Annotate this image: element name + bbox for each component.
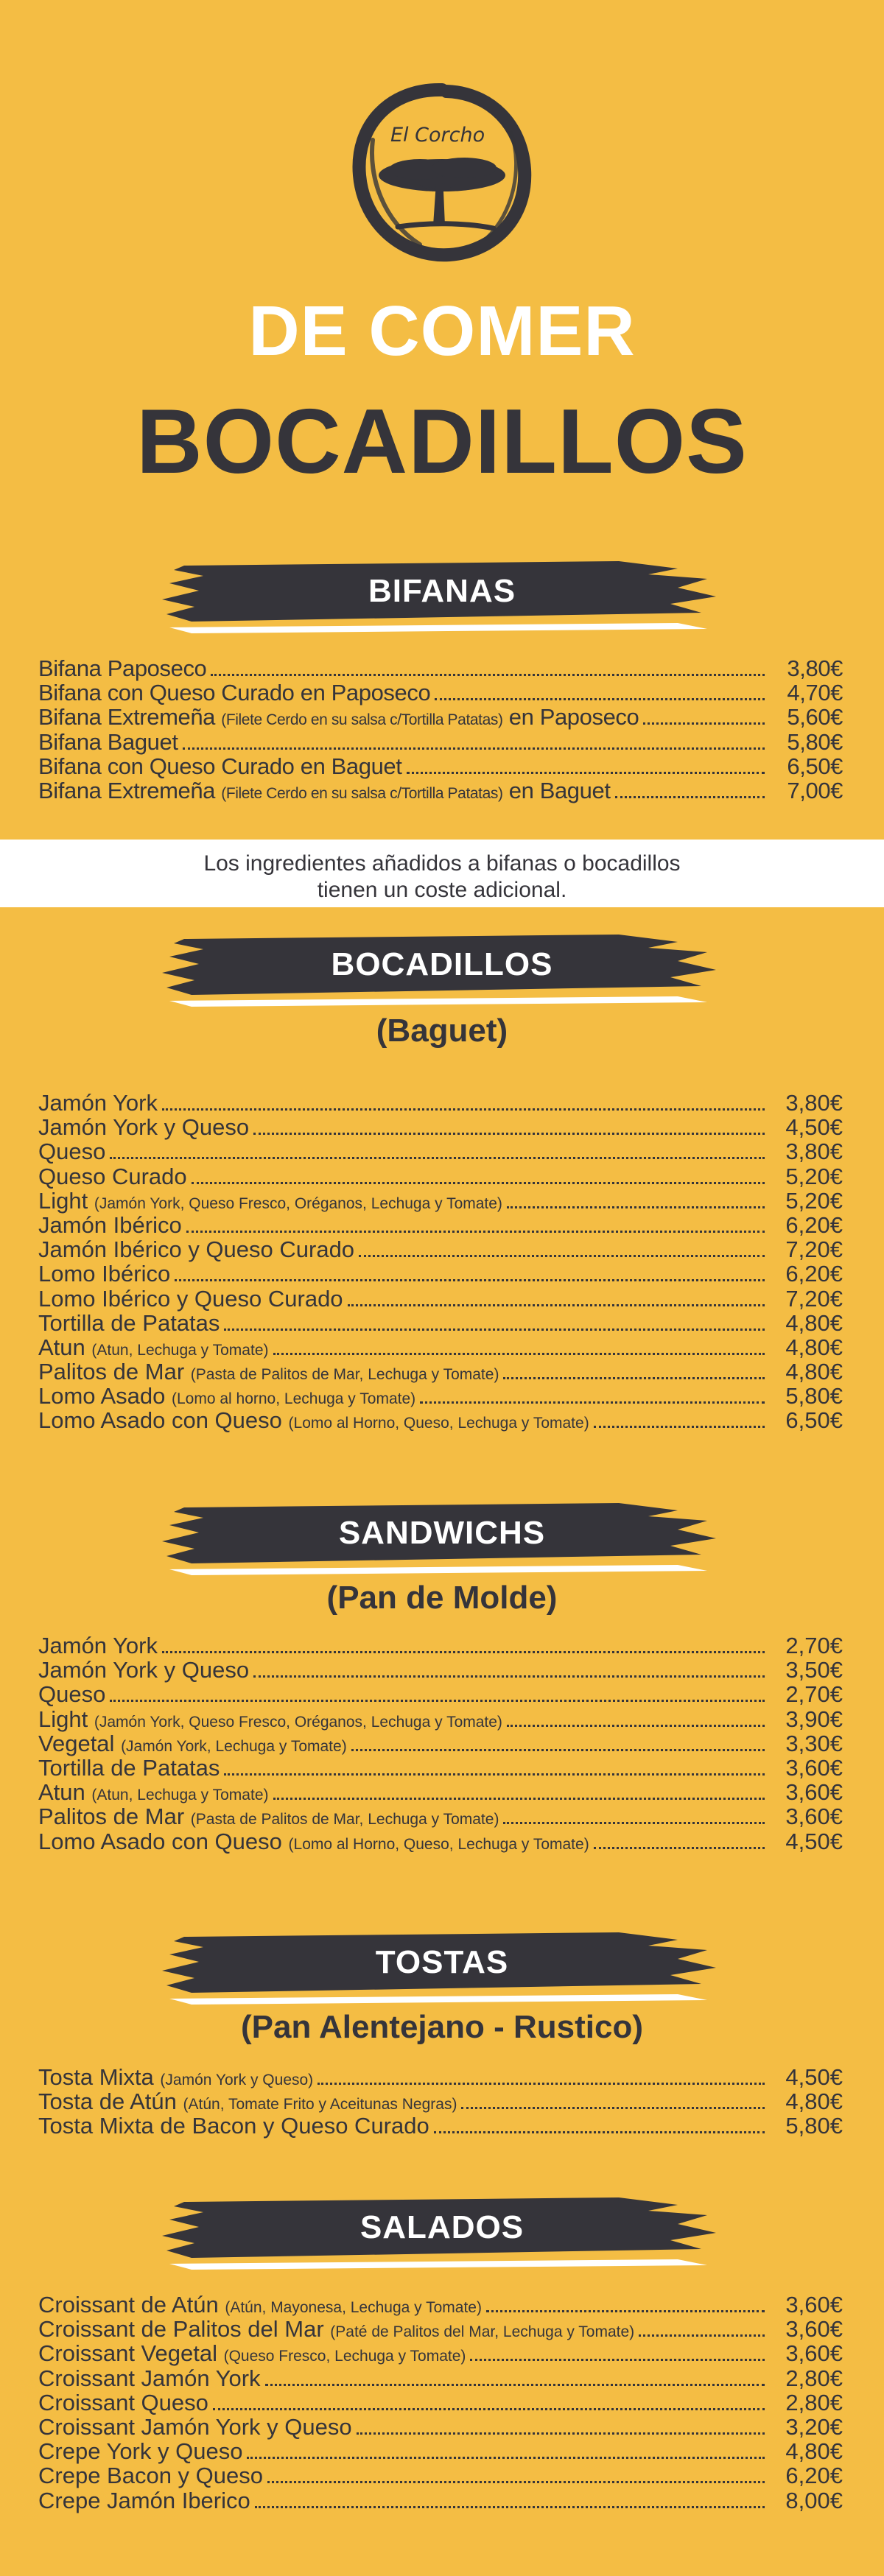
menu-item: Bifana con Queso Curado en Paposeco 4,70€ <box>38 680 843 706</box>
banner-bocadillos <box>162 932 722 1013</box>
menu-item: Vegetal (Jamón York, Lechuga y Tomate) 3,30€ <box>38 1730 843 1756</box>
note-line-1: Los ingredientes añadidos a bifanas o bocadillos <box>203 851 681 876</box>
menu-item: Palitos de Mar (Pasta de Palitos de Mar, Lechuga y Tomate) 3,60€ <box>38 1803 843 1830</box>
section-title: SALADOS <box>359 2209 525 2245</box>
header-bocadillos: BOCADILLOS <box>136 391 748 493</box>
menu-item: Tortilla de Patatas 4,80€ <box>38 1309 843 1336</box>
menu-item: Crepe Jamón Iberico 8,00€ <box>38 2487 843 2513</box>
menu-item: Jamón Ibérico y Queso Curado 7,20€ <box>38 1236 843 1263</box>
banner-tostas <box>162 1929 722 2010</box>
section-title: BOCADILLOS <box>331 946 553 982</box>
section-subtitle: (Baguet) <box>376 1013 508 1049</box>
menu-item: Atun (Atun, Lechuga y Tomate) 4,80€ <box>38 1334 843 1360</box>
section-title: TOSTAS <box>375 1944 509 1980</box>
note-line-2: tienen un coste adicional. <box>317 878 567 902</box>
menu-item: Bifana Baguet 5,80€ <box>38 728 843 755</box>
menu-item: Atun (Atun, Lechuga y Tomate) 3,60€ <box>38 1779 843 1806</box>
header-de-comer: DE COMER <box>248 292 636 370</box>
menu-item: Tosta Mixta de Bacon y Queso Curado 5,80€ <box>38 2113 843 2139</box>
menu-item: Queso 2,70€ <box>38 1681 843 1708</box>
section-subtitle: (Pan de Molde) <box>326 1580 558 1616</box>
menu-item: Croissant Jamón York 2,80€ <box>38 2365 843 2391</box>
svg-text:El Corcho: El Corcho <box>390 124 485 147</box>
additional-cost-note <box>0 851 884 904</box>
menu-item: Croissant de Atún (Atún, Mayonesa, Lechuga y Tomate) 3,60€ <box>38 2292 843 2318</box>
menu-list-bocadillos <box>38 1090 843 1432</box>
menu-item: Light (Jamón York, Queso Fresco, Oréganos, Lechuga y Tomate) 5,20€ <box>38 1187 843 1214</box>
menu-item: Lomo Asado con Queso (Lomo al Horno, Queso, Lechuga y Tomate) 4,50€ <box>38 1828 843 1854</box>
menu-item: Tosta Mixta (Jamón York y Queso) 4,50€ <box>38 2064 843 2090</box>
menu-item: Palitos de Mar (Pasta de Palitos de Mar, Lechuga y Tomate) 4,80€ <box>38 1359 843 1385</box>
menu-item: Jamón York 3,80€ <box>38 1090 843 1116</box>
menu-list-salados <box>38 2292 843 2512</box>
menu-list-tostas <box>38 2064 843 2138</box>
menu-item: Croissant de Palitos del Mar (Paté de Palitos del Mar, Lechuga y Tomate) 3,60€ <box>38 2316 843 2343</box>
menu-list-sandwichs <box>38 1633 843 1853</box>
menu-item: Light (Jamón York, Queso Fresco, Oréganos, Lechuga y Tomate) 3,90€ <box>38 1706 843 1732</box>
menu-item: Croissant Vegetal (Queso Fresco, Lechuga y Tomate) 3,60€ <box>38 2340 843 2367</box>
menu-item: Crepe Bacon y Queso 6,20€ <box>38 2463 843 2489</box>
menu-item: Jamón Ibérico 6,20€ <box>38 1211 843 1238</box>
banner-salados <box>162 2195 722 2276</box>
menu-item: Lomo Asado con Queso (Lomo al Horno, Queso, Lechuga y Tomate) 6,50€ <box>38 1407 843 1434</box>
menu-item: Lomo Asado (Lomo al horno, Lechuga y Tomate) 5,80€ <box>38 1383 843 1410</box>
menu-item: Jamón York 2,70€ <box>38 1633 843 1658</box>
menu-item: Tosta de Atún (Atún, Tomate Frito y Aceitunas Negras) 4,80€ <box>38 2088 843 2115</box>
section-title: BIFANAS <box>368 573 516 609</box>
menu-item: Bifana Extremeña (Filete Cerdo en su salsa c/Tortilla Patatas) en Paposeco 5,60€ <box>38 704 843 731</box>
banner-bifanas <box>162 558 722 639</box>
menu-item: Jamón York y Queso 4,50€ <box>38 1114 843 1141</box>
menu-item: Bifana con Queso Curado en Baguet 6,50€ <box>38 753 843 779</box>
menu-item: Tortilla de Patatas 3,60€ <box>38 1754 843 1781</box>
banner-sandwichs <box>162 1500 722 1581</box>
menu-item: Bifana Paposeco 3,80€ <box>38 655 843 681</box>
menu-item: Jamón York y Queso 3,50€ <box>38 1657 843 1683</box>
menu-item: Croissant Jamón York y Queso 3,20€ <box>38 2413 843 2440</box>
menu-item: Queso 3,80€ <box>38 1139 843 1165</box>
menu-item: Lomo Ibérico 6,20€ <box>38 1261 843 1287</box>
el-corcho-logo <box>346 81 538 265</box>
menu-item: Crepe York y Queso 4,80€ <box>38 2438 843 2465</box>
menu-item: Croissant Queso 2,80€ <box>38 2389 843 2415</box>
menu-item: Bifana Extremeña (Filete Cerdo en su salsa c/Tortilla Patatas) en Baguet 7,00€ <box>38 777 843 803</box>
menu-item: Queso Curado 5,20€ <box>38 1163 843 1189</box>
section-title: SANDWICHS <box>338 1515 546 1551</box>
menu-list-bifanas <box>38 655 843 802</box>
section-subtitle: (Pan Alentejano - Rustico) <box>241 2009 643 2045</box>
menu-item: Lomo Ibérico y Queso Curado 7,20€ <box>38 1285 843 1312</box>
